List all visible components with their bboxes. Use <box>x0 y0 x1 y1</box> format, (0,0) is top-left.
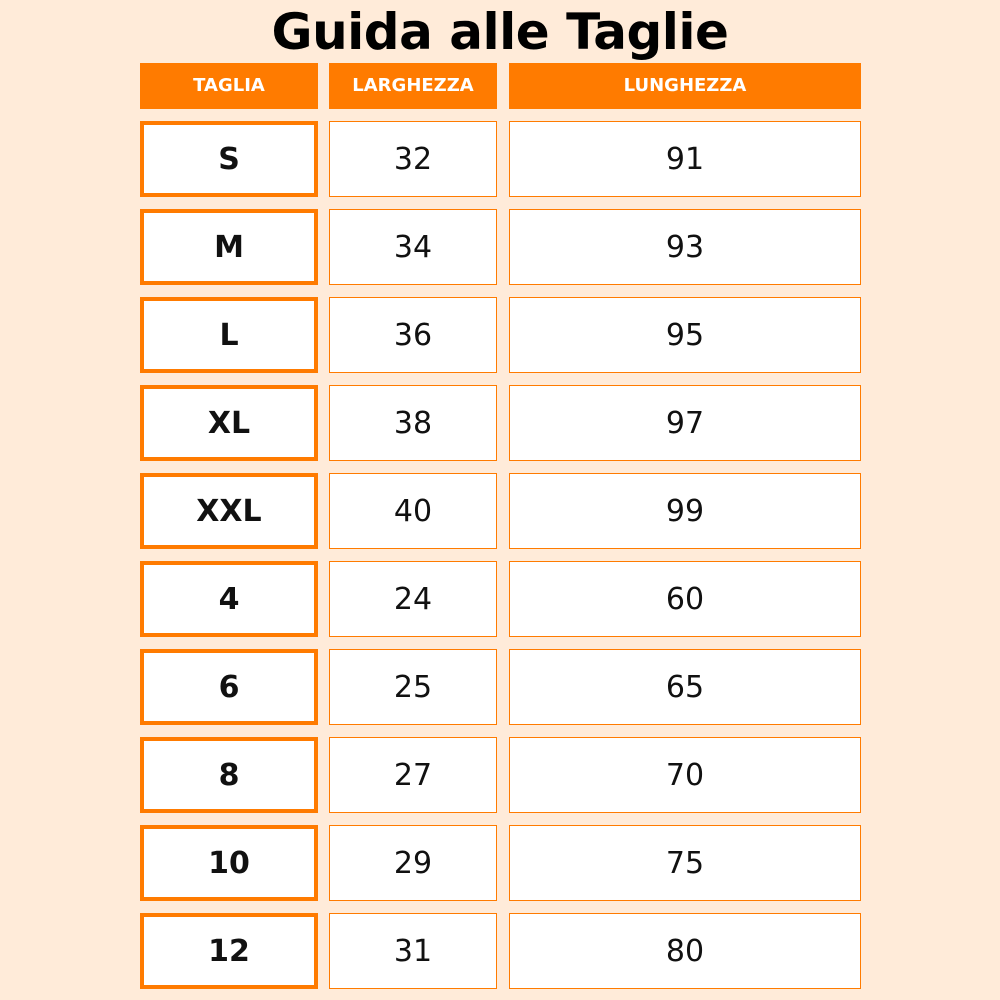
size-cell: XXL <box>140 473 318 549</box>
lunghezza-cell: 80 <box>509 913 861 989</box>
lunghezza-cell: 75 <box>509 825 861 901</box>
size-cell: L <box>140 297 318 373</box>
size-cell: XL <box>140 385 318 461</box>
larghezza-cell: 36 <box>329 297 497 373</box>
size-cell: 10 <box>140 825 318 901</box>
size-cell: 12 <box>140 913 318 989</box>
size-cell: S <box>140 121 318 197</box>
larghezza-cell: 31 <box>329 913 497 989</box>
size-cell: 6 <box>140 649 318 725</box>
larghezza-cell: 29 <box>329 825 497 901</box>
header-larghezza: LARGHEZZA <box>329 63 497 109</box>
lunghezza-cell: 60 <box>509 561 861 637</box>
size-cell: 8 <box>140 737 318 813</box>
larghezza-cell: 25 <box>329 649 497 725</box>
larghezza-cell: 34 <box>329 209 497 285</box>
lunghezza-cell: 99 <box>509 473 861 549</box>
lunghezza-cell: 97 <box>509 385 861 461</box>
larghezza-cell: 24 <box>329 561 497 637</box>
larghezza-cell: 40 <box>329 473 497 549</box>
page-title: Guida alle Taglie <box>271 3 729 61</box>
lunghezza-cell: 70 <box>509 737 861 813</box>
lunghezza-cell: 65 <box>509 649 861 725</box>
lunghezza-cell: 93 <box>509 209 861 285</box>
lunghezza-cell: 91 <box>509 121 861 197</box>
larghezza-cell: 27 <box>329 737 497 813</box>
size-cell: M <box>140 209 318 285</box>
larghezza-cell: 32 <box>329 121 497 197</box>
size-cell: 4 <box>140 561 318 637</box>
header-lunghezza: LUNGHEZZA <box>509 63 861 109</box>
header-taglia: TAGLIA <box>140 63 318 109</box>
larghezza-cell: 38 <box>329 385 497 461</box>
lunghezza-cell: 95 <box>509 297 861 373</box>
